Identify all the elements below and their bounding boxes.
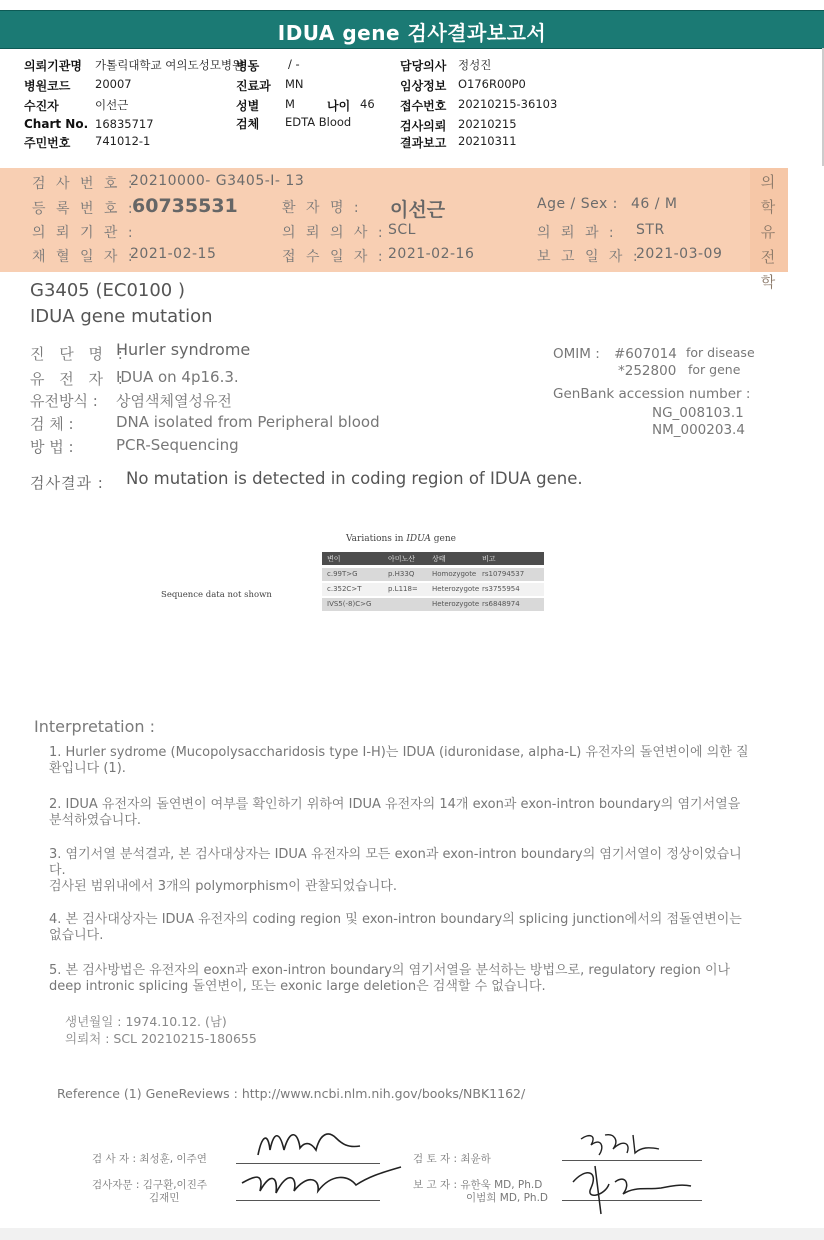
chart-value: 16835717 [95,117,154,131]
age-sex-label: Age / Sex : [537,196,618,212]
dept-value: MN [285,77,304,91]
age-value: 46 [360,97,375,111]
test-no-label: 검 사 번 호 : [32,176,136,192]
table-cell: rs6848974 [482,600,520,608]
examiner2-signature-icon [236,1155,406,1205]
reviewer-label: 검 토 자 : 최윤하 [413,1153,491,1165]
omim-disease: #607014 [614,346,677,362]
side-label: 의학유전학 [760,173,776,291]
age-label: 나이 [327,99,351,113]
report-date-label: 보 고 일 자 : [537,249,641,265]
table-cell: rs3755954 [482,585,520,593]
interpretation-title: Interpretation : [34,717,155,736]
request-label: 검사의뢰 [400,119,447,133]
table-header: 상태 [432,555,446,563]
reference: Reference (1) GeneReviews : http://www.ncbi.nlm.nih.gov/books/NBK1162/ [57,1086,526,1101]
interpretation-item-2: 2. IDUA 유전자의 돌연변이 여부를 확인하기 위하여 IDUA 유전자의 14개 exon과 exon-intron boundary의 염기서열을 분석하였습니다. [49,797,741,828]
table-cell: p.H33Q [388,570,415,578]
patient-name-value: 이선근 [390,199,446,221]
diagnosis-label: 진 단 명 : [30,345,128,363]
specimen-type-value: DNA isolated from Peripheral blood [116,413,380,431]
institution-value: 가톨릭대학교 여의도성모병원 [95,58,244,72]
interpretation-item-1: 1. Hurler sydrome (Mucopolysaccharidosis type I-H)는 IDUA (iduronidase, alpha-L) 유전자의 돌연변이에 의한 질환입니다 (1). [49,745,749,776]
clinical-label: 임상정보 [400,79,447,93]
diagnosis-value: Hurler syndrome [116,340,251,359]
result-value: No mutation is detected in coding region of IDUA gene. [126,469,583,488]
sequence-note: Sequence data not shown [161,590,272,600]
specimen-label: 검체 [236,117,260,131]
doctor-value: 정성진 [458,58,492,72]
interpretation-item-5: 5. 본 검사방법은 유전자의 eoxn과 exon-intron boundary의 염기서열을 분석하는 방법으로, regulatory region 이나 deep intronic splicing 돌연변이, 또는 exonic large deletion은 검색할 수 없습니다. [49,963,731,994]
birth-date: 생년월일 : 1974.10.12. (남) [65,1014,227,1029]
report-label: 결과보고 [400,136,447,150]
chart-label: Chart No. [24,117,89,131]
bottom-bar [0,1228,824,1240]
hospital-code-value: 20007 [95,77,132,91]
req-inst-label: 의 뢰 기 관 : [32,225,136,241]
table-cell: rs10794537 [482,570,525,578]
receive-label: 접 수 일 자 : [282,249,386,265]
reviewer-signature-icon [575,1125,665,1165]
table-cell: Heterozygote [432,585,480,593]
table-row [322,583,544,596]
reporter2: 이범희 MD, Ph.D [466,1192,548,1204]
reporter-label: 보 고 자 : 유한욱 MD, Ph.D [413,1179,543,1191]
table-cell: Homozygote [432,570,477,578]
omim-gene-note: for gene [688,362,741,377]
genbank-ng: NG_008103.1 [652,405,744,421]
table-cell: IVS5(-8)C>G [327,600,372,608]
table-row [322,568,544,581]
ward-value: / - [288,57,300,71]
rrn-label: 주민번호 [24,136,71,150]
title-bar [0,10,824,49]
gene-value: IDUA on 4p16.3. [116,368,239,386]
receive-value: 2021-02-16 [388,246,475,262]
req-dept-label: 의 뢰 과 : [537,225,617,241]
ward-label: 병동 [236,59,260,73]
rrn-value: 741012-1 [95,134,151,148]
receipt-value: 20210215-36103 [458,97,558,111]
table-cell: c.99T>G [327,570,358,578]
patient-value: 이선근 [95,98,129,112]
omim-label: OMIM : [553,346,600,362]
test-code: G3405 (EC0100 ) [30,280,185,301]
table-header: 비고 [482,555,496,563]
table-cell: c.352C>T [327,585,362,593]
req-dept-value: STR [636,222,665,238]
table-cell: p.L118= [388,585,418,593]
interpretation-item-4: 4. 본 검사대상자는 IDUA 유전자의 coding region 및 exon-intron boundary의 splicing junction에서의 점돌연변이는 없습니다. [49,912,742,943]
genbank-nm: NM_000203.4 [652,422,745,438]
req-doc-value: SCL [388,222,416,238]
sex-label: 성별 [236,99,260,113]
dept-label: 진료과 [236,79,271,93]
sex-value: M [285,97,295,111]
receipt-label: 접수번호 [400,99,447,113]
clinical-value: O176R00P0 [458,77,526,91]
omim-disease-note: for disease [686,345,755,360]
reg-no-label: 등 록 번 호 : [32,201,136,217]
table-header-row [322,552,544,565]
variations-table [322,552,544,612]
gene-label: 유 전 자 : [30,370,128,388]
inheritance-label: 유전방식 : [30,392,98,410]
examiner2-label: 검사자문 : 김구환,이진주 [92,1179,207,1191]
genbank-label: GenBank accession number : [553,386,751,402]
reporter-signature-icon [565,1160,695,1218]
request-value: 20210215 [458,117,517,131]
req-doc-label: 의 뢰 의 사 : [282,225,386,241]
omim-gene: *252800 [618,363,677,379]
referral-number: 의뢰처 : SCL 20210215-180655 [65,1031,257,1046]
age-sex-value: 46 / M [631,196,678,212]
test-no-value: 20210000- G3405-I- 13 [130,173,305,189]
patient-name-label: 환 자 명 : [282,200,362,216]
doctor-label: 담당의사 [400,59,447,73]
inheritance-value: 상염색체열성유전 [116,392,232,410]
interpretation-item-3b: 검사된 범위내에서 3개의 polymorphism이 관찰되었습니다. [49,879,397,894]
report-date-value: 2021-03-09 [636,246,723,262]
table-header: 아미노산 [388,555,416,563]
collect-value: 2021-02-15 [130,246,217,262]
reg-no-value: 60735531 [132,195,238,217]
table-cell: Heterozygote [432,600,480,608]
examiner-label: 검 사 자 : 최성훈, 이주연 [92,1153,207,1165]
institution-label: 의뢰기관명 [24,59,82,73]
examiner2-name: 김재민 [149,1192,180,1204]
patient-label: 수진자 [24,99,59,113]
variations-title: Variations in IDUA gene [346,534,456,544]
specimen-type-label: 검 체 : [30,415,74,433]
report-value: 20210311 [458,134,517,148]
collect-label: 채 혈 일 자 : [32,249,136,265]
method-value: PCR-Sequencing [116,436,239,454]
table-row [322,598,544,611]
result-label: 검사결과 : [30,474,104,492]
report-title: IDUA gene 검사결과보고서 [277,21,547,45]
interpretation-item-3: 3. 염기서열 분석결과, 본 검사대상자는 IDUA 유전자의 모든 exon과 exon-intron boundary의 염기서열이 정상이었습니다. [49,847,742,878]
specimen-value: EDTA Blood [285,115,352,129]
method-label: 방 법 : [30,438,74,456]
hospital-code-label: 병원코드 [24,79,71,93]
test-name: IDUA gene mutation [30,306,213,327]
table-header: 변이 [327,555,341,563]
